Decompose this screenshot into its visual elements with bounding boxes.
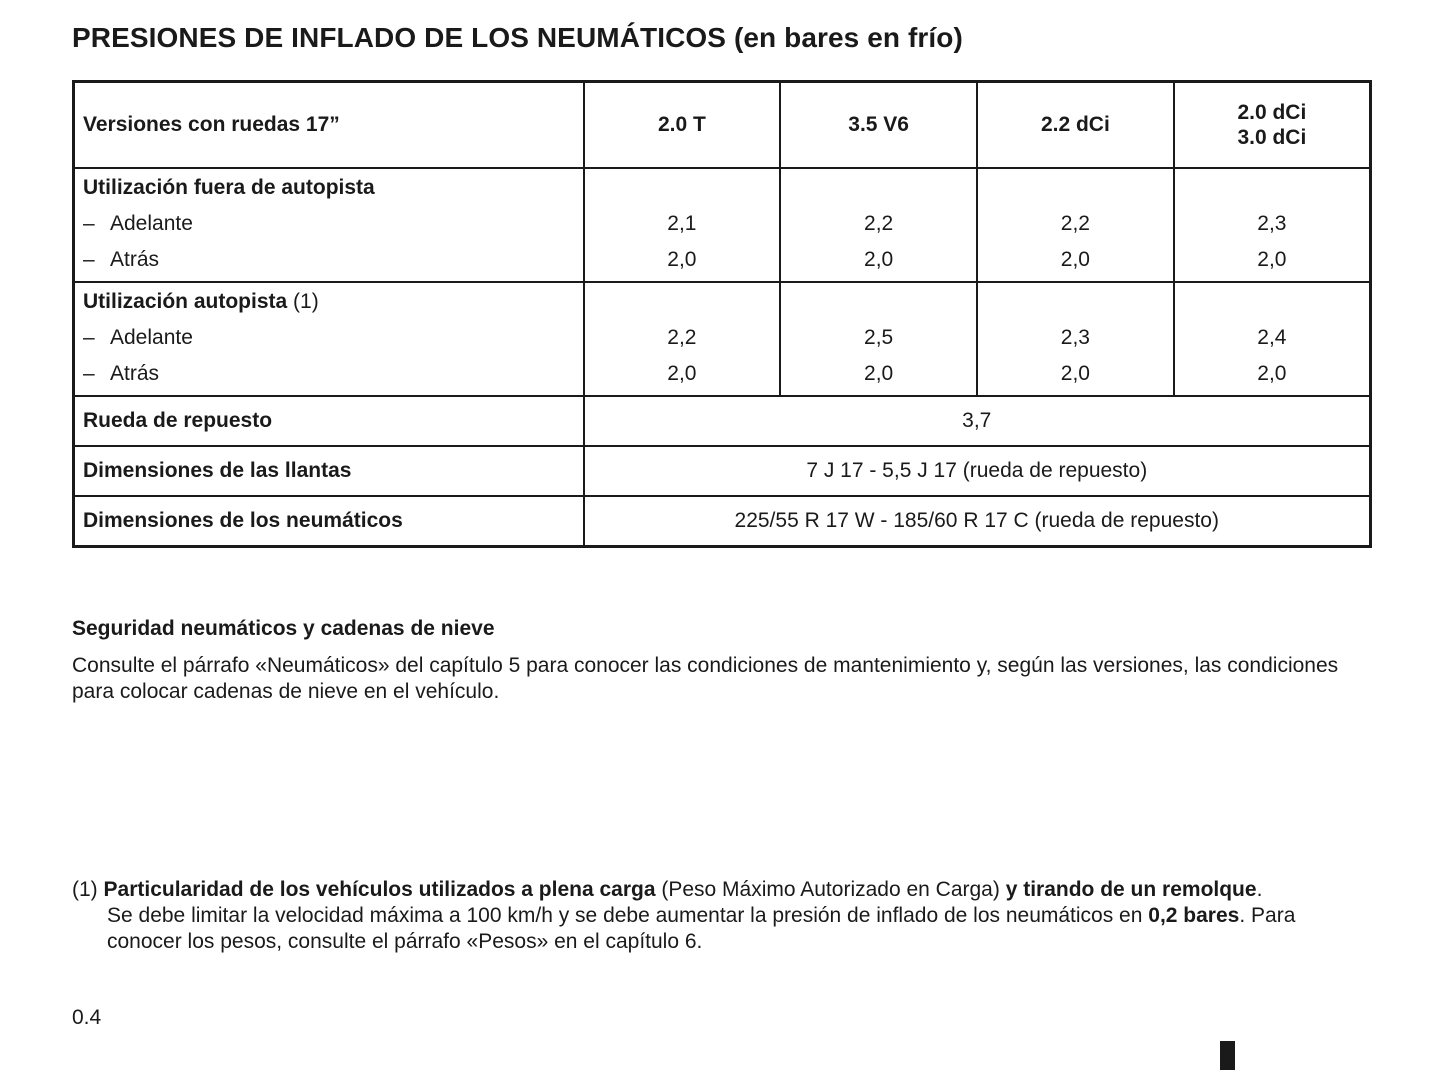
pressure-value: 2,2 [1060, 212, 1090, 235]
group-title-suffix: (1) [287, 290, 319, 313]
value-cell [1174, 168, 1371, 282]
pressure-value: 2,0 [1060, 248, 1090, 271]
pressure-value: 2,1 [667, 212, 697, 235]
footnote-text-3: . Para conocer los pesos, consulte el párrafo «Pesos» en el capítulo 6. [107, 904, 1296, 953]
value-cell [780, 282, 977, 396]
pressure-value: 2,0 [1257, 362, 1287, 385]
footnote-bold-2: y tirando de un remolque [1005, 878, 1257, 901]
pressure-value: 2,4 [1257, 326, 1287, 349]
row-label: Dimensiones de los neumáticos [74, 496, 584, 547]
pressure-value: 2,5 [864, 326, 894, 349]
safety-paragraph: Consulte el párrafo «Neumáticos» del capítulo 5 para conocer las condiciones de mantenimiento y, según las versiones, las condiciones para colocar cadenas de nieve en el vehículo. [72, 654, 1339, 703]
footnote-text-2: Se debe limitar la velocidad máxima a 100 km/h y se debe aumentar la presión de inflado de los neumáticos en [107, 904, 1149, 927]
header-col-3-5-v6: 3.5 V6 [780, 82, 977, 169]
row-value: 225/55 R 17 W - 185/60 R 17 C (rueda de repuesto) [584, 496, 1371, 547]
value-cell [780, 168, 977, 282]
group-row-off-highway [74, 168, 1371, 282]
row-dash: – [83, 326, 95, 349]
pressure-value: 2,0 [1257, 248, 1287, 271]
row-value: 7 J 17 - 5,5 J 17 (rueda de repuesto) [584, 446, 1371, 496]
safety-section-title: Seguridad neumáticos y cadenas de nieve [72, 617, 495, 640]
spare-wheel-row [74, 396, 1371, 446]
tire-pressure-table [72, 80, 1372, 548]
header-col-2-0-3-0-dci [1174, 82, 1371, 169]
footnote-marker: (1) [72, 878, 98, 901]
header-col-line: 3.0 dCi [1237, 126, 1307, 149]
group-title: Utilización fuera de autopista [83, 176, 375, 199]
tire-dimensions-row [74, 496, 1371, 547]
group-row-highway [74, 282, 1371, 396]
row-label: Dimensiones de las llantas [74, 446, 584, 496]
footnote-bold-1: Particularidad de los vehículos utilizados a plena carga [103, 878, 656, 901]
row-dash: – [83, 248, 95, 271]
table-header-row [74, 82, 1371, 169]
page-title: PRESIONES DE INFLADO DE LOS NEUMÁTICOS (en bares en frío) [72, 22, 963, 53]
pressure-value: 2,0 [667, 248, 697, 271]
footnote [72, 877, 1374, 955]
pressure-value: 2,0 [864, 248, 894, 271]
footnote-end: . [1256, 878, 1263, 901]
group-label-cell [74, 168, 584, 282]
header-versions-label: Versiones con ruedas 17” [74, 82, 584, 169]
pressure-value: 2,2 [667, 326, 697, 349]
row-value: 3,7 [584, 396, 1371, 446]
footnote-text-1: (Peso Máximo Autorizado en Carga) [655, 878, 1006, 901]
header-col-2-0-t: 2.0 T [584, 82, 781, 169]
row-label-rear: Atrás [110, 248, 160, 271]
value-cell [1174, 282, 1371, 396]
pressure-value: 2,3 [1257, 212, 1287, 235]
row-dash: – [83, 212, 95, 235]
row-label-rear: Atrás [110, 362, 160, 385]
footnote-bold-3: 0,2 bares [1148, 904, 1240, 927]
page-number: 0.4 [72, 1006, 102, 1029]
row-label-front: Adelante [110, 212, 193, 235]
value-cell [584, 168, 781, 282]
group-label-cell [74, 282, 584, 396]
value-cell [977, 282, 1174, 396]
pressure-value: 2,0 [864, 362, 894, 385]
value-cell [584, 282, 781, 396]
row-label-front: Adelante [110, 326, 193, 349]
pressure-value: 2,0 [667, 362, 697, 385]
rim-dimensions-row [74, 446, 1371, 496]
group-title: Utilización autopista [83, 290, 288, 313]
page-edge-marker [1220, 1041, 1235, 1070]
pressure-value: 2,2 [864, 212, 894, 235]
pressure-value: 2,3 [1060, 326, 1090, 349]
row-dash: – [83, 362, 95, 385]
value-cell [977, 168, 1174, 282]
header-col-line: 2.0 dCi [1237, 101, 1307, 124]
row-label: Rueda de repuesto [74, 396, 584, 446]
header-col-2-2-dci: 2.2 dCi [977, 82, 1174, 169]
pressure-value: 2,0 [1060, 362, 1090, 385]
